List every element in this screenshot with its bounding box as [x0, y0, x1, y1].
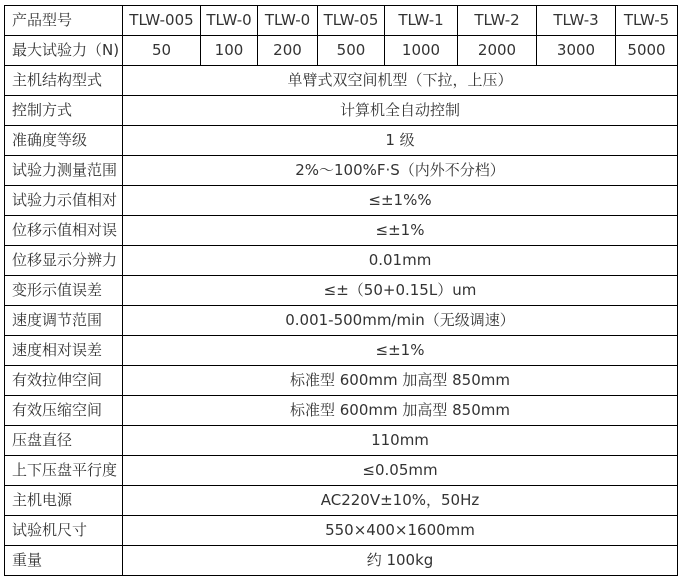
model-cell: TLW-0: [201, 6, 258, 36]
table-row-spec: [5, 216, 678, 246]
row-value: 110mm: [123, 426, 678, 456]
row-value: ≤±1%: [123, 336, 678, 366]
model-cell: TLW-1: [385, 6, 458, 36]
force-cell: 1000: [385, 36, 458, 66]
row-value: 计算机全自动控制: [123, 96, 678, 126]
row-label: 准确度等级: [5, 126, 123, 156]
table-row-spec: [5, 456, 678, 486]
row-value: 约 100kg: [123, 546, 678, 576]
row-label: 速度相对误差: [5, 336, 123, 366]
force-cell: 500: [318, 36, 385, 66]
row-label: 最大试验力（N): [5, 36, 123, 66]
row-label: 有效压缩空间: [5, 396, 123, 426]
table-row-spec: [5, 426, 678, 456]
row-value: ≤0.05mm: [123, 456, 678, 486]
row-label: 重量: [5, 546, 123, 576]
row-value: 标准型 600mm 加高型 850mm: [123, 396, 678, 426]
table-row-spec: [5, 96, 678, 126]
row-value: 2%～100%F·S（内外不分档）: [123, 156, 678, 186]
row-label: 位移示值相对误: [5, 216, 123, 246]
table-row-product-model: [5, 6, 678, 36]
model-cell: TLW-05: [318, 6, 385, 36]
force-cell: 200: [258, 36, 318, 66]
row-label: 试验机尺寸: [5, 516, 123, 546]
force-cell: 3000: [537, 36, 616, 66]
table-row-spec: [5, 516, 678, 546]
table-row-spec: [5, 396, 678, 426]
row-value: 0.01mm: [123, 246, 678, 276]
table-row-max-force: [5, 36, 678, 66]
table-row-spec: [5, 126, 678, 156]
model-cell: TLW-0: [258, 6, 318, 36]
force-cell: 5000: [616, 36, 678, 66]
row-label: 控制方式: [5, 96, 123, 126]
row-value: ≤±（50+0.15L）um: [123, 276, 678, 306]
model-cell: TLW-005: [123, 6, 201, 36]
model-cell: TLW-3: [537, 6, 616, 36]
force-cell: 2000: [458, 36, 537, 66]
row-value: ≤±1%: [123, 216, 678, 246]
table-row-spec: [5, 246, 678, 276]
force-cell: 100: [201, 36, 258, 66]
row-label: 上下压盘平行度: [5, 456, 123, 486]
table-row-spec: [5, 156, 678, 186]
table-row-spec: [5, 276, 678, 306]
row-label: 主机电源: [5, 486, 123, 516]
row-label: 主机结构型式: [5, 66, 123, 96]
table-row-spec: [5, 186, 678, 216]
table-row-spec: [5, 486, 678, 516]
row-value: AC220V±10%，50Hz: [123, 486, 678, 516]
row-value: 标准型 600mm 加高型 850mm: [123, 366, 678, 396]
product-spec-table: [4, 5, 678, 576]
row-label: 试验力测量范围: [5, 156, 123, 186]
row-value: 0.001-500mm/min（无级调速）: [123, 306, 678, 336]
model-cell: TLW-2: [458, 6, 537, 36]
row-value: 550×400×1600mm: [123, 516, 678, 546]
row-value: 1 级: [123, 126, 678, 156]
table-row-spec: [5, 306, 678, 336]
row-label: 速度调节范围: [5, 306, 123, 336]
row-label: 有效拉伸空间: [5, 366, 123, 396]
table-row-spec: [5, 546, 678, 576]
force-cell: 50: [123, 36, 201, 66]
model-cell: TLW-5: [616, 6, 678, 36]
table-row-spec: [5, 66, 678, 96]
row-label: 试验力示值相对: [5, 186, 123, 216]
row-label: 压盘直径: [5, 426, 123, 456]
row-label: 变形示值误差: [5, 276, 123, 306]
row-label: 位移显示分辨力: [5, 246, 123, 276]
table-row-spec: [5, 336, 678, 366]
table-row-spec: [5, 366, 678, 396]
row-label: 产品型号: [5, 6, 123, 36]
row-value: 单臂式双空间机型（下拉，上压）: [123, 66, 678, 96]
row-value: ≤±1%%: [123, 186, 678, 216]
